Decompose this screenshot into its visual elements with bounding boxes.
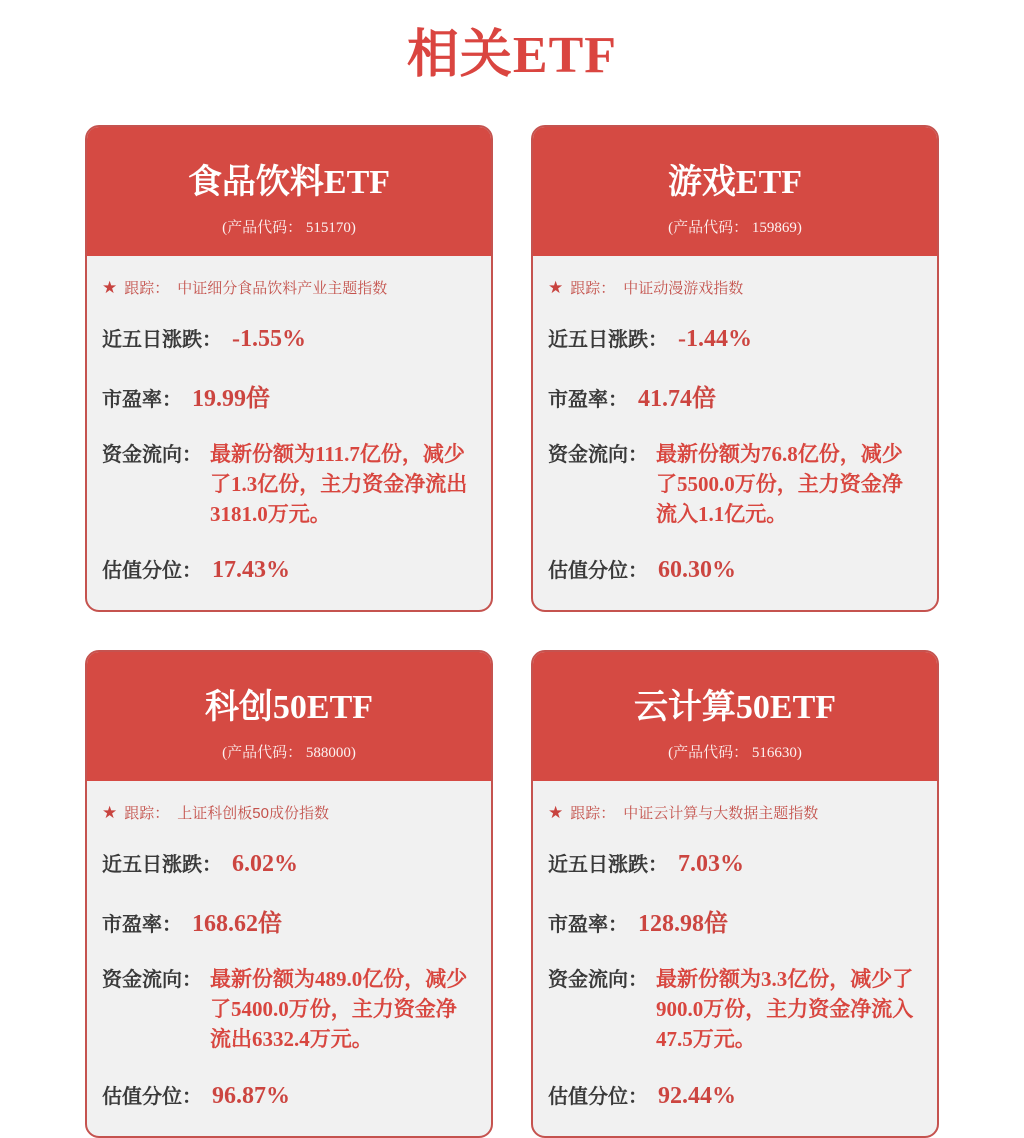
fund-flow-value: 最新份额为111.7亿份，减少了1.3亿份，主力资金净流出3181.0万元。 xyxy=(210,442,468,526)
etf-product-code: (产品代码： 588000) xyxy=(222,745,356,762)
pe-ratio-row xyxy=(102,903,476,938)
five-day-change-label: 近五日涨跌： xyxy=(102,329,222,351)
etf-product-code: (产品代码： 159869) xyxy=(668,220,802,236)
etf-card-body xyxy=(533,781,937,1135)
five-day-change-value: 7.03% xyxy=(678,851,744,878)
fund-flow-value: 最新份额为3.3亿份，减少了900.0万份，主力资金净流入47.5万元。 xyxy=(656,967,914,1052)
tracking-row xyxy=(548,277,922,298)
etf-card-header xyxy=(87,127,491,256)
fund-flow-label: 资金流向： xyxy=(102,444,202,466)
valuation-percentile-row xyxy=(548,554,922,584)
fund-flow-row xyxy=(548,963,922,1054)
etf-name: 科创50ETF xyxy=(204,689,374,727)
tracking-label: 跟踪： xyxy=(124,280,170,297)
tracking-row xyxy=(102,802,476,823)
five-day-change-label: 近五日涨跌： xyxy=(102,854,222,877)
etf-card-header xyxy=(533,127,937,256)
tracking-label: 跟踪： xyxy=(570,805,616,823)
valuation-percentile-value: 17.43% xyxy=(212,557,290,584)
valuation-percentile-value: 92.44% xyxy=(658,1082,736,1109)
fund-flow-value: 最新份额为489.0亿份，减少了5400.0万份，主力资金净流出6332.4万元。 xyxy=(210,967,468,1052)
valuation-percentile-row xyxy=(102,1080,476,1110)
star-icon: ★ xyxy=(102,278,118,297)
etf-card-header xyxy=(533,652,937,781)
etf-card-cloud50 xyxy=(531,650,939,1137)
tracking-index: 中证云计算与大数据主题指数 xyxy=(623,805,819,823)
etf-name: 云计算50ETF xyxy=(633,689,837,727)
fund-flow-row xyxy=(548,438,922,529)
pe-ratio-label: 市盈率： xyxy=(548,389,628,411)
etf-card-header xyxy=(87,652,491,781)
fund-flow-label: 资金流向： xyxy=(548,444,648,466)
valuation-percentile-value: 60.30% xyxy=(658,557,736,584)
tracking-label: 跟踪： xyxy=(570,280,616,297)
etf-card-star50 xyxy=(85,650,493,1137)
pe-ratio-row xyxy=(548,903,922,938)
five-day-change-row xyxy=(102,848,476,878)
valuation-percentile-label: 估值分位： xyxy=(548,1085,648,1108)
fund-flow-row xyxy=(102,438,476,529)
tracking-row xyxy=(548,802,922,823)
tracking-label: 跟踪： xyxy=(124,805,170,823)
etf-card-food-beverage xyxy=(85,125,493,612)
five-day-change-value: -1.55% xyxy=(232,326,306,352)
fund-flow-label: 资金流向： xyxy=(102,969,202,992)
fund-flow-label: 资金流向： xyxy=(548,969,648,992)
etf-cards-grid xyxy=(85,125,939,1138)
five-day-change-row xyxy=(548,323,922,353)
fund-flow-row xyxy=(102,963,476,1054)
star-icon: ★ xyxy=(548,803,564,823)
valuation-percentile-row xyxy=(548,1080,922,1110)
pe-ratio-label: 市盈率： xyxy=(548,914,628,937)
valuation-percentile-label: 估值分位： xyxy=(102,1085,202,1108)
five-day-change-value: -1.44% xyxy=(678,326,752,352)
pe-ratio-row xyxy=(548,378,922,413)
valuation-percentile-label: 估值分位： xyxy=(102,560,202,583)
pe-ratio-value: 41.74倍 xyxy=(638,386,716,412)
tracking-index: 中证细分食品饮料产业主题指数 xyxy=(177,280,388,297)
tracking-index: 中证动漫游戏指数 xyxy=(623,280,744,297)
five-day-change-row xyxy=(102,323,476,353)
pe-ratio-label: 市盈率： xyxy=(102,914,182,937)
five-day-change-row xyxy=(548,848,922,878)
valuation-percentile-value: 96.87% xyxy=(212,1082,290,1109)
pe-ratio-value: 128.98倍 xyxy=(638,911,728,938)
star-icon: ★ xyxy=(548,278,564,297)
pe-ratio-label: 市盈率： xyxy=(102,389,182,411)
etf-card-body xyxy=(87,781,491,1135)
pe-ratio-value: 19.99倍 xyxy=(192,386,270,412)
five-day-change-value: 6.02% xyxy=(232,851,298,878)
five-day-change-label: 近五日涨跌： xyxy=(548,854,668,877)
valuation-percentile-row xyxy=(102,554,476,584)
pe-ratio-row xyxy=(102,378,476,413)
page-title: 相关ETF xyxy=(406,27,618,84)
fund-flow-value: 最新份额为76.8亿份，减少了5500.0万份，主力资金净流入1.1亿元。 xyxy=(656,442,903,526)
etf-name: 食品饮料ETF xyxy=(187,164,391,201)
etf-product-code: (产品代码： 515170) xyxy=(222,220,356,236)
valuation-percentile-label: 估值分位： xyxy=(548,560,648,583)
tracking-row xyxy=(102,277,476,298)
etf-card-body xyxy=(533,256,937,610)
etf-name: 游戏ETF xyxy=(667,164,803,201)
star-icon: ★ xyxy=(102,803,118,823)
etf-card-game xyxy=(531,125,939,612)
etf-card-body xyxy=(87,256,491,610)
etf-product-code: (产品代码： 516630) xyxy=(668,745,802,762)
pe-ratio-value: 168.62倍 xyxy=(192,911,282,938)
tracking-index: 上证科创板50成份指数 xyxy=(177,805,329,823)
five-day-change-label: 近五日涨跌： xyxy=(548,329,668,351)
